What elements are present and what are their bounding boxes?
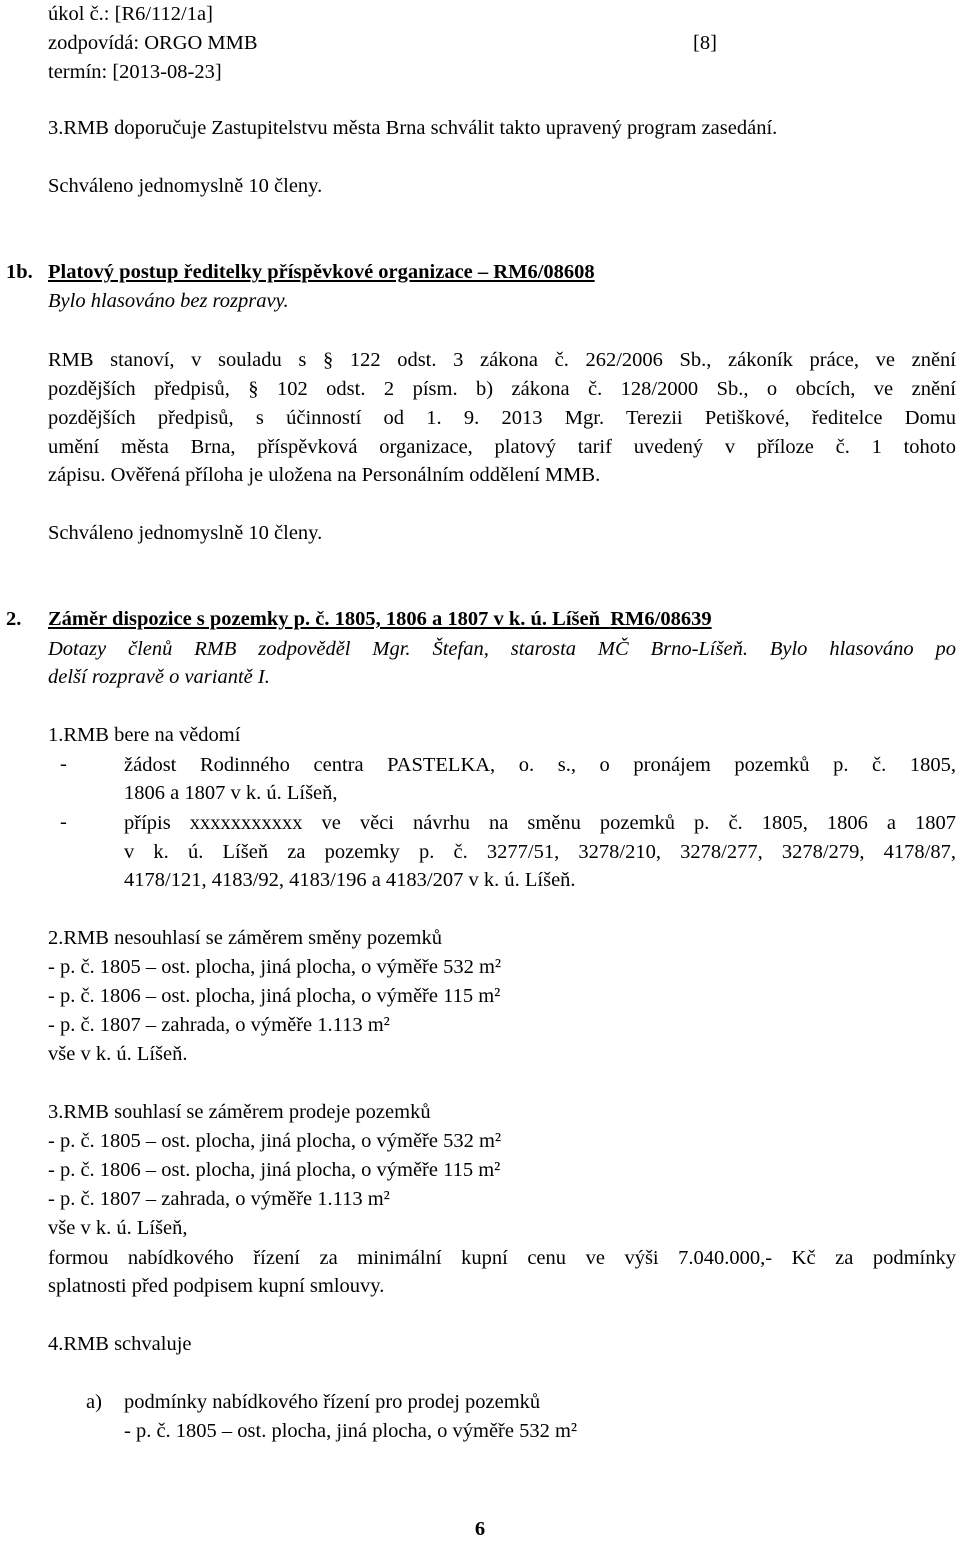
part-3-line: - p. č. 1805 – ost. plocha, jiná plocha, o výměře 532 m² <box>48 1130 502 1152</box>
part-4-item-label: a) <box>86 1391 102 1413</box>
section-2-title <box>48 609 712 630</box>
bullet-dash: - <box>60 811 67 833</box>
part-1-heading: 1.RMB bere na vědomí <box>48 724 241 746</box>
section-1b-text-line: pozdějších předpisů, s účinností od 1. 9. 2013 Mgr. Terezii Petiškové, ředitelce Domu <box>48 407 956 429</box>
section-1b-note: Bylo hlasováno bez rozpravy. <box>48 290 289 312</box>
part-3-heading: 3.RMB souhlasí se záměrem prodeje pozemků <box>48 1101 431 1123</box>
bullet-2-line: 4178/121, 4183/92, 4183/196 a 4183/207 v k. ú. Líšeň. <box>124 869 576 891</box>
section-1b-number: 1b. <box>6 261 33 283</box>
part-2-line: - p. č. 1806 – ost. plocha, jiná plocha, o výměře 115 m² <box>48 985 501 1007</box>
section-1b-text-line: pozdějších předpisů, § 102 odst. 2 písm. b) zákona č. 128/2000 Sb., o obcích, ve znění <box>48 378 956 400</box>
responsible: zodpovídá: ORGO MMB <box>48 32 258 54</box>
part-3-form-line: formou nabídkového řízení za minimální kupní cenu ve výši 7.040.000,- Kč za podmínky <box>48 1247 956 1269</box>
deadline: termín: [2013-08-23] <box>48 61 222 83</box>
section-2-note-line: delší rozpravě o variantě I. <box>48 666 270 688</box>
resolution-item-3: 3.RMB doporučuje Zastupitelstvu města Brna schválit takto upravený program zasedání. <box>48 117 778 139</box>
bullet-dash: - <box>60 753 67 775</box>
page-number: 6 <box>474 1518 486 1540</box>
section-1b-text-line: zápisu. Ověřená příloha je uložena na Personálním oddělení MMB. <box>48 464 601 486</box>
section-1b-title: Platový postup ředitelky příspěvkové organizace – RM6/08608 <box>48 261 595 283</box>
bullet-1-line: žádost Rodinného centra PASTELKA, o. s., o pronájem pozemků p. č. 1805, <box>124 754 956 776</box>
part-4-heading: 4.RMB schvaluje <box>48 1333 192 1355</box>
section-1b-approval: Schváleno jednomyslně 10 členy. <box>48 522 323 544</box>
section-2-number: 2. <box>6 608 22 630</box>
part-2-line: - p. č. 1807 – zahrada, o výměře 1.113 m² <box>48 1014 390 1036</box>
part-4-item-line: - p. č. 1805 – ost. plocha, jiná plocha, o výměře 532 m² <box>124 1420 578 1442</box>
part-3-line: - p. č. 1807 – zahrada, o výměře 1.113 m² <box>48 1188 390 1210</box>
part-4-item-line: podmínky nabídkového řízení pro prodej pozemků <box>124 1391 541 1413</box>
section-1b-text-line: umění města Brna, příspěvková organizace, platový tarif uvedený v příloze č. 1 tohoto <box>48 436 956 458</box>
section-2-note-line: Dotazy členů RMB zodpověděl Mgr. Štefan, starosta MČ Brno-Líšeň. Bylo hlasováno po <box>48 638 956 660</box>
part-2-line: - p. č. 1805 – ost. plocha, jiná plocha, o výměře 532 m² <box>48 956 502 978</box>
part-2-line: vše v k. ú. Líšeň. <box>48 1043 188 1065</box>
part-3-line: - p. č. 1806 – ost. plocha, jiná plocha, o výměře 115 m² <box>48 1159 501 1181</box>
reference-number: [8] <box>693 32 717 54</box>
part-2-heading: 2.RMB nesouhlasí se záměrem směny pozemků <box>48 927 442 949</box>
section-2-title-ref: RM6/08639 <box>610 608 712 630</box>
approval-note: Schváleno jednomyslně 10 členy. <box>48 175 323 197</box>
part-3-form-line: splatnosti před podpisem kupní smlouvy. <box>48 1275 385 1297</box>
task-number: úkol č.: [R6/112/1a] <box>48 3 213 25</box>
part-3-line: vše v k. ú. Líšeň, <box>48 1217 188 1239</box>
bullet-2-line: v k. ú. Líšeň za pozemky p. č. 3277/51, 3278/210, 3278/277, 3278/279, 4178/87, <box>124 841 956 863</box>
section-2-title-text: Záměr dispozice s pozemky p. č. 1805, 1806 a 1807 v k. ú. Líšeň <box>48 608 600 630</box>
bullet-2-line: přípis xxxxxxxxxxx ve věci návrhu na směnu pozemků p. č. 1805, 1806 a 1807 <box>124 812 956 834</box>
bullet-1-line: 1806 a 1807 v k. ú. Líšeň, <box>124 782 338 804</box>
section-1b-text-line: RMB stanoví, v souladu s § 122 odst. 3 zákona č. 262/2006 Sb., zákoník práce, ve znění <box>48 349 956 371</box>
